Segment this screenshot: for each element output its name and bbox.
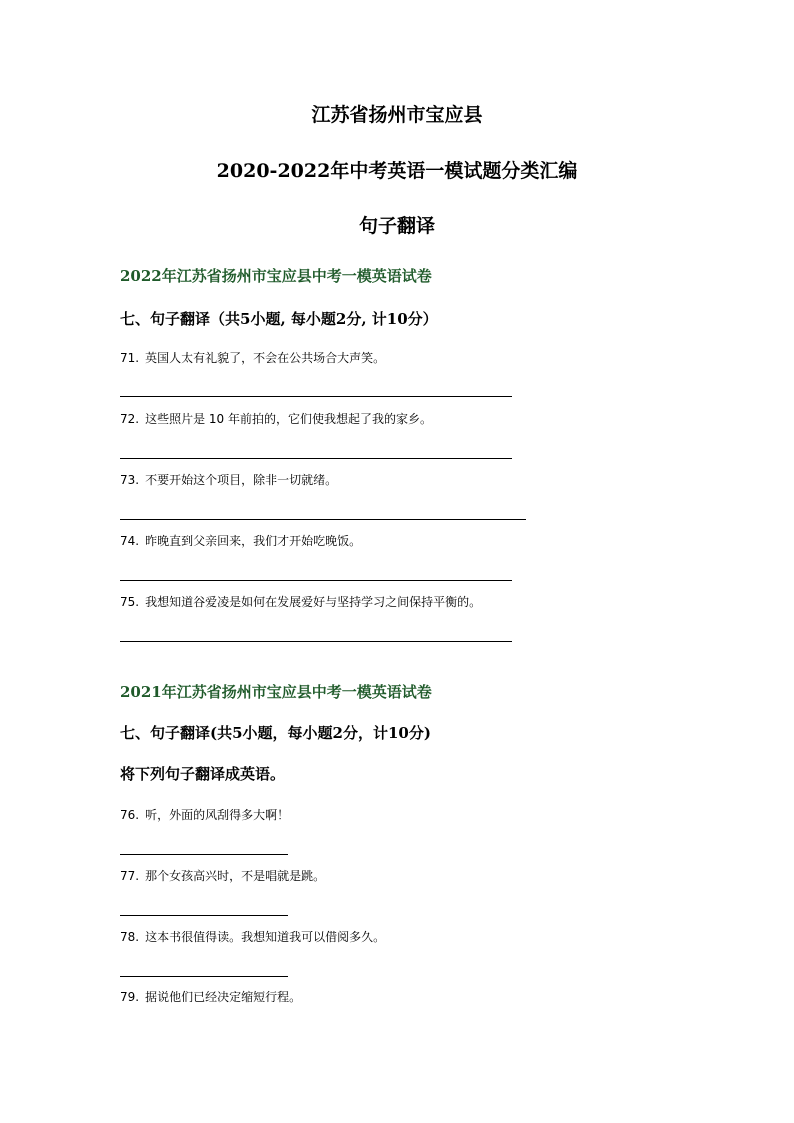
part-title-2022: 七、句子翻译（共5小题, 每小题2分, 计10分） bbox=[120, 310, 438, 328]
question-77 bbox=[120, 868, 325, 884]
section-heading-2021: 2021年江苏省扬州市宝应县中考一模英语试卷 bbox=[120, 683, 432, 701]
question-text: 那个女孩高兴时，不是唱就是跳。 bbox=[145, 869, 326, 883]
section-heading-2022: 2022年江苏省扬州市宝应县中考一模英语试卷 bbox=[120, 267, 432, 285]
question-76 bbox=[120, 807, 289, 823]
question-number: 78. bbox=[120, 930, 140, 944]
question-number: 75. bbox=[120, 595, 140, 609]
answer-line-76 bbox=[120, 854, 288, 855]
question-text: 英国人太有礼貌了，不会在公共场合大声笑。 bbox=[145, 351, 386, 365]
question-number: 72. bbox=[120, 412, 140, 426]
question-text: 这本书很值得读。我想知道我可以借阅多久。 bbox=[145, 930, 386, 944]
instruction-2021: 将下列句子翻译成英语。 bbox=[120, 765, 286, 783]
question-75 bbox=[120, 594, 481, 610]
part-title-2021: 七、句子翻译(共5小题，每小题2分，计10分) bbox=[120, 724, 431, 742]
question-74 bbox=[120, 533, 361, 549]
question-number: 74. bbox=[120, 534, 140, 548]
question-text: 我想知道谷爱凌是如何在发展爱好与坚持学习之间保持平衡的。 bbox=[145, 595, 482, 609]
question-71 bbox=[120, 350, 385, 366]
question-text: 据说他们已经决定缩短行程。 bbox=[145, 990, 302, 1004]
answer-line-75 bbox=[120, 641, 512, 642]
question-text: 这些照片是 10 年前拍的，它们使我想起了我的家乡。 bbox=[145, 412, 432, 426]
document-title-topic: 句子翻译 bbox=[358, 215, 435, 237]
question-79 bbox=[120, 989, 301, 1005]
question-73 bbox=[120, 472, 337, 488]
answer-line-73 bbox=[120, 519, 526, 520]
question-number: 71. bbox=[120, 351, 140, 365]
question-number: 77. bbox=[120, 869, 140, 883]
document-title-region: 江苏省扬州市宝应县 bbox=[311, 104, 483, 126]
question-text: 听，外面的风刮得多大啊！ bbox=[145, 808, 290, 822]
question-number: 73. bbox=[120, 473, 140, 487]
answer-line-74 bbox=[120, 580, 512, 581]
document-title-subject: 2020-2022年中考英语一模试题分类汇编 bbox=[216, 160, 578, 182]
answer-line-72 bbox=[120, 458, 512, 459]
question-text: 不要开始这个项目，除非一切就绪。 bbox=[145, 473, 338, 487]
question-72 bbox=[120, 411, 432, 427]
question-number: 76. bbox=[120, 808, 140, 822]
answer-line-78 bbox=[120, 976, 288, 977]
answer-line-77 bbox=[120, 915, 288, 916]
question-number: 79. bbox=[120, 990, 140, 1004]
question-78 bbox=[120, 929, 385, 945]
question-text: 昨晚直到父亲回来，我们才开始吃晚饭。 bbox=[145, 534, 362, 548]
answer-line-71 bbox=[120, 396, 512, 397]
